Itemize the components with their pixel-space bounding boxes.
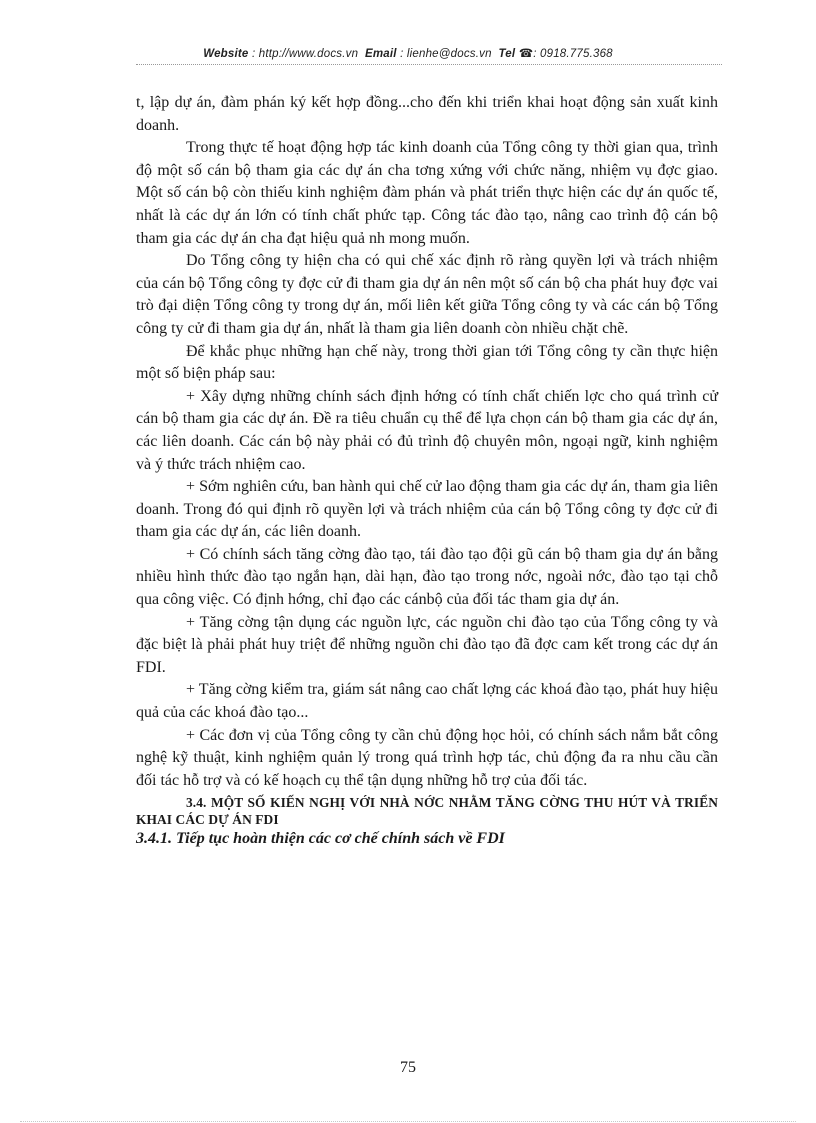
paragraph-continuation: t, lập dự án, đàm phán ký kết hợp đồng...cho đến khi triển khai hoạt động sản xuất kinh doanh. (136, 94, 718, 134)
list-item: + Có chính sách tăng cờng đào tạo, tái đào tạo đội gũ cán bộ tham gia dự án bằng nhiều hình thức đào tạo ngắn hạn, dài hạn, đào tạo trong nớc, ngoài nớc, đào tạo tại chỗ qua công việc. Có định hớng, chỉ đạo các cánbộ của đối tác tham gia dự án. (136, 545, 718, 609)
subsection-heading: 3.4.1. Tiếp tục hoàn thiện các cơ chế chính sách về FDI (136, 830, 505, 848)
footer-divider (20, 1121, 796, 1122)
section-heading: 3.4. MỘT SỐ KIẾN NGHỊ VỚI NHÀ NỚC NHẰM TĂNG CỜNG THU HÚT VÀ TRIỂN KHAI CÁC DỰ ÁN FDI (136, 795, 718, 828)
header-divider (136, 64, 722, 65)
list-item: + Xây dựng những chính sách định hớng có tính chất chiến lợc cho quá trình cử cán bộ tham gia các dự án. Đề ra tiêu chuẩn cụ thể để lựa chọn cán bộ tham gia các dự án, các liên doanh. Các cán bộ này phải có đủ trình độ chuyên môn, ngoại ngữ, kinh nghiệm và ý thức trách nhiệm cao. (136, 387, 718, 473)
email-label: Email (365, 48, 397, 60)
list-item: + Tăng cờng tận dụng các nguồn lực, các nguồn chi đào tạo của Tổng công ty và đặc biệt là phải phát huy triệt để những nguồn chi đào tạo đã đợc cam kết trong các dự án FDI. (136, 613, 718, 676)
website-value: : http://www.docs.vn (251, 48, 359, 60)
paragraph: Trong thực tế hoạt động hợp tác kinh doanh của Tổng công ty thời gian qua, trình độ một số cán bộ tham gia các dự án cha tơng xứng với chức năng, nhiệm vụ đợc giao. Một số cán bộ còn thiếu kinh nghiệm đàm phán và phát triển thực hiện các dự án quốc tế, nhất là các dự án lớn có tính chất phức tạp. Công tác đào tạo, nâng cao trình độ cán bộ tham gia các dự án cha đạt hiệu quả nh mong muốn. (136, 139, 718, 247)
list-item: + Sớm nghiên cứu, ban hành qui chế cử lao động tham gia các dự án, tham gia liên doanh. Trong đó qui định rõ quyền lợi và trách nhiệm của cán bộ Tổng công ty đợc cử đi tham gia các dự án, các liên doanh. (136, 478, 718, 541)
page-header (0, 46, 816, 60)
list-item: + Các đơn vị của Tổng công ty cần chủ động học hỏi, có chính sách nắm bắt công nghệ kỹ thuật, kinh nghiệm quản lý trong quá trình hợp tác, chủ động đa ra nhu cầu cần đối tác hỗ trợ và có kế hoạch cụ thể tận dụng những hỗ trợ của đối tác. (136, 726, 718, 789)
tel-value: : 0918.775.368 (533, 48, 613, 60)
document-body (136, 92, 718, 850)
email-value: : lienhe@docs.vn (400, 48, 492, 60)
list-item: + Tăng cờng kiểm tra, giám sát nâng cao chất lợng các khoá đào tạo, phát huy hiệu quả của các khoá đào tạo... (136, 681, 718, 722)
page-number: 75 (400, 1059, 416, 1076)
paragraph: Để khắc phục những hạn chế này, trong thời gian tới Tổng công ty cần thực hiện một số biện pháp sau: (136, 342, 718, 383)
phone-icon: ☎ (518, 48, 534, 60)
tel-label: Tel (498, 48, 516, 60)
website-label: Website (203, 48, 249, 60)
paragraph: Do Tổng công ty hiện cha có qui chế xác định rõ ràng quyền lợi và trách nhiệm của cán bộ Tổng công ty đợc cử đi tham gia dự án nên một số cán bộ cha phát huy đợc vai trò đại diện Tổng công ty trong dự án, mối liên kết giữa Tổng công ty và các cán bộ Tổng công ty cử đi tham gia dự án, nhất là tham gia liên doanh còn nhiều chặt chẽ. (136, 252, 718, 337)
